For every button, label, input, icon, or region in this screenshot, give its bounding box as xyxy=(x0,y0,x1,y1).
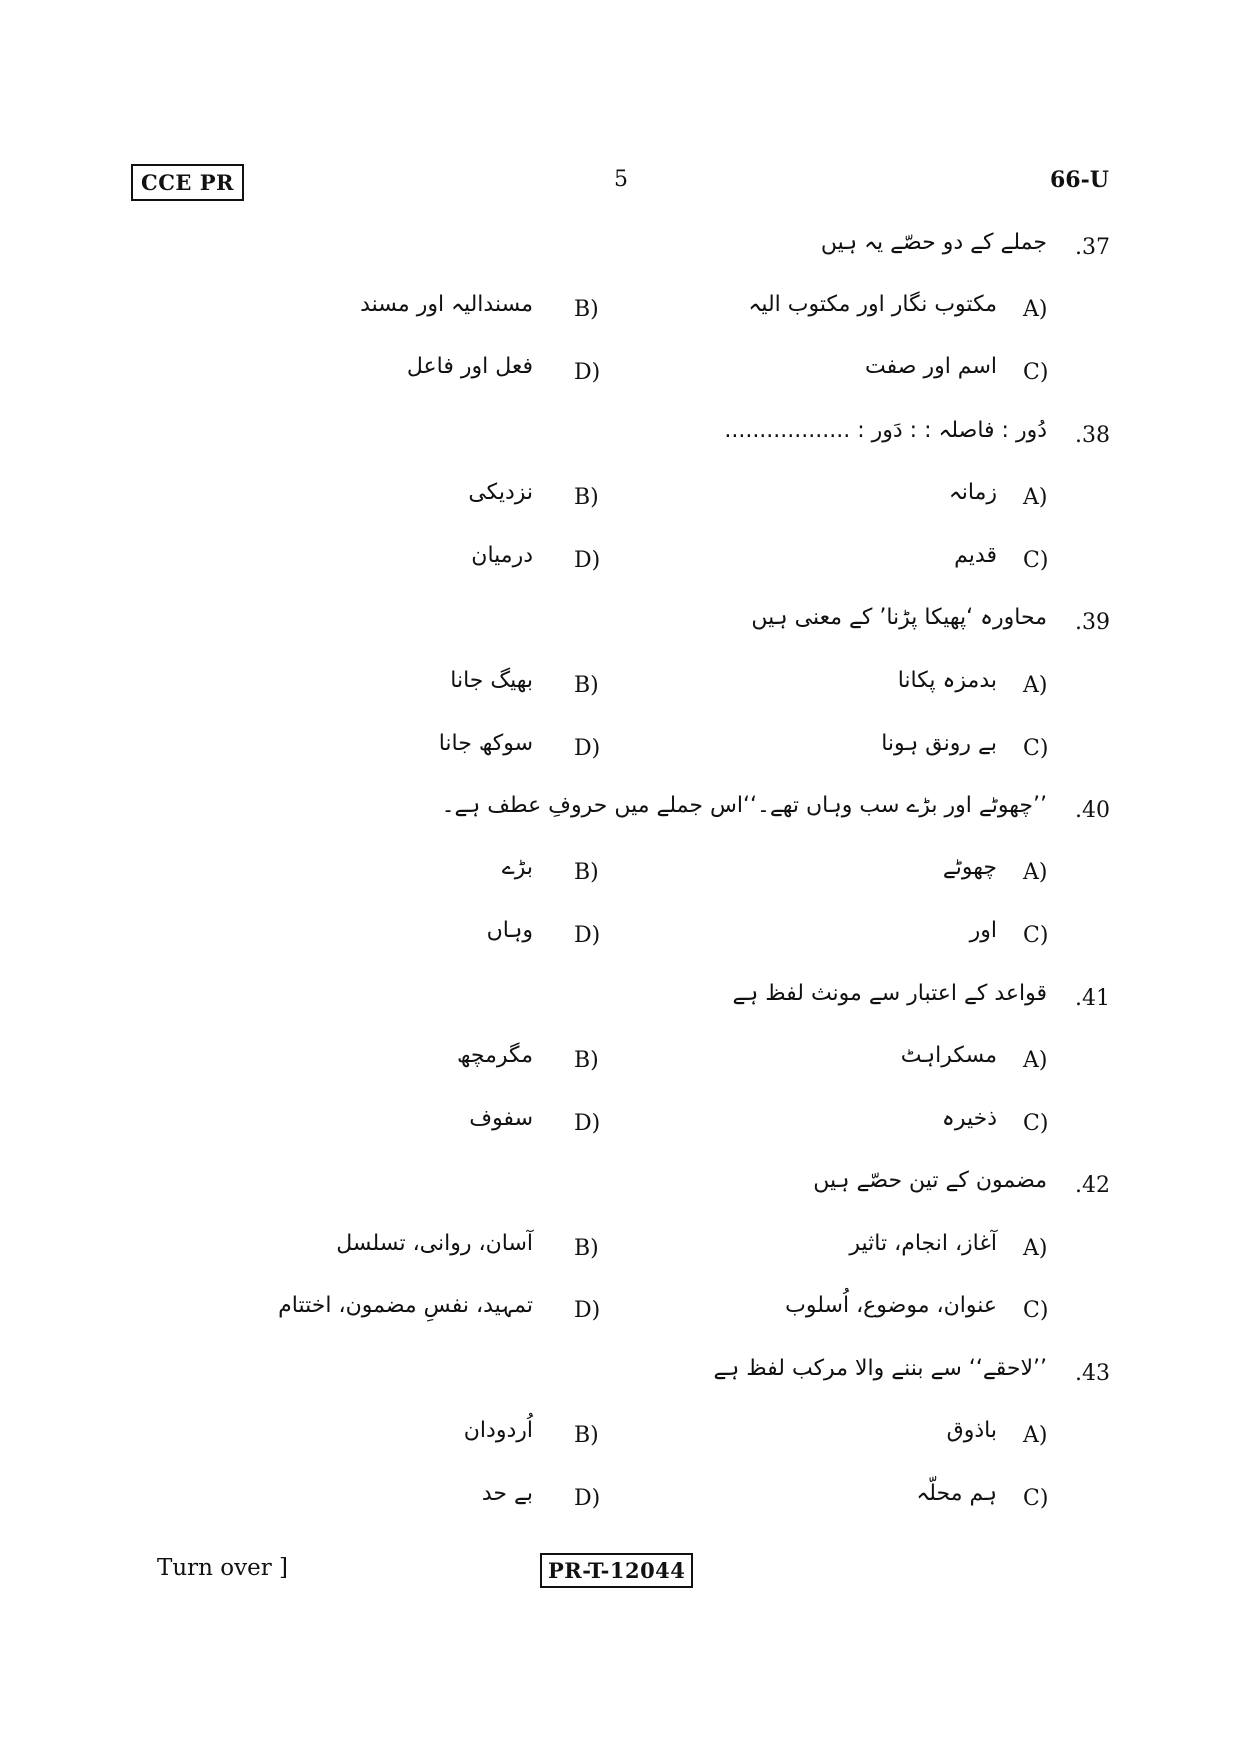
option-a-letter: A) xyxy=(1023,1236,1048,1261)
question-text: ’’لاحقے‘‘ سے بننے والا مرکب لفظ ہے xyxy=(713,1356,1047,1381)
option-a-text: بدمزہ پکانا xyxy=(897,668,997,693)
question-number: .41 xyxy=(1075,986,1110,1011)
option-c-letter: C) xyxy=(1023,548,1049,573)
option-c-text: عنوان، موضوع، اُسلوب xyxy=(785,1293,997,1318)
option-d-letter: D) xyxy=(574,736,601,761)
option-a-letter: A) xyxy=(1023,860,1048,885)
option-c-letter: C) xyxy=(1023,923,1049,948)
option-b-letter: B) xyxy=(574,1048,599,1073)
option-a-letter: A) xyxy=(1023,1048,1048,1073)
option-c-letter: C) xyxy=(1023,1298,1049,1323)
option-c-letter: C) xyxy=(1023,1111,1049,1136)
option-a-letter: A) xyxy=(1023,673,1048,698)
option-b-text: مسندالیہ اور مسند xyxy=(360,292,533,317)
option-a-text: چھوٹے xyxy=(942,855,997,880)
question-number: .42 xyxy=(1075,1173,1110,1198)
option-b-letter: B) xyxy=(574,860,599,885)
option-c-text: اسم اور صفت xyxy=(865,354,997,379)
option-d-text: سوکھ جانا xyxy=(438,731,533,756)
option-c-text: قدیم xyxy=(954,543,997,568)
option-a-text: آغاز، انجام، تاثیر xyxy=(849,1231,997,1256)
option-d-letter: D) xyxy=(574,1111,601,1136)
option-b-text: آسان، روانی، تسلسل xyxy=(336,1231,533,1256)
paper-code: 66-U xyxy=(1050,167,1109,193)
option-d-text: درمیان xyxy=(471,543,533,568)
question-text: جملے کے دو حصّے یہ ہیں xyxy=(820,230,1047,255)
paper-series-box: CCE PR xyxy=(131,164,244,201)
question-text: مضمون کے تین حصّے ہیں xyxy=(813,1168,1047,1193)
option-d-letter: D) xyxy=(574,1298,601,1323)
option-c-text: بے رونق ہونا xyxy=(881,731,997,756)
turn-over-note: Turn over ] xyxy=(157,1555,289,1581)
option-b-letter: B) xyxy=(574,297,599,322)
option-d-text: بے حد xyxy=(481,1481,533,1506)
option-a-text: باذوق xyxy=(946,1418,997,1443)
option-b-letter: B) xyxy=(574,1236,599,1261)
option-d-letter: D) xyxy=(574,360,601,385)
option-a-letter: A) xyxy=(1023,1423,1048,1448)
option-a-text: مسکراہٹ xyxy=(900,1043,997,1068)
option-b-text: بھیگ جانا xyxy=(450,668,533,693)
option-d-letter: D) xyxy=(574,548,601,573)
option-d-letter: D) xyxy=(574,1486,601,1511)
option-c-text: ہم محلّہ xyxy=(916,1481,997,1506)
option-c-letter: C) xyxy=(1023,736,1049,761)
option-b-text: مگرمچھ xyxy=(457,1043,533,1068)
question-number: .39 xyxy=(1075,610,1110,635)
option-c-letter: C) xyxy=(1023,360,1049,385)
option-b-letter: B) xyxy=(574,1423,599,1448)
option-d-text: سفوف xyxy=(469,1106,533,1131)
option-b-text: اُردودان xyxy=(463,1418,533,1443)
question-text: قواعد کے اعتبار سے مونث لفظ ہے xyxy=(732,981,1047,1006)
option-b-text: بڑے xyxy=(501,855,533,880)
option-a-letter: A) xyxy=(1023,297,1048,322)
option-a-letter: A) xyxy=(1023,485,1048,510)
option-c-letter: C) xyxy=(1023,1486,1049,1511)
option-d-letter: D) xyxy=(574,923,601,948)
question-number: .37 xyxy=(1075,235,1110,260)
question-text: محاورہ ‘پھیکا پڑنا’ کے معنی ہیں xyxy=(751,605,1047,630)
question-text: ’’چھوٹے اور بڑے سب وہاں تھے۔‘‘اس جملے میں حروفِ عطف ہے۔ xyxy=(441,793,1047,818)
option-a-text: زمانہ xyxy=(948,480,997,505)
question-paper-code-box: PR-T-12044 xyxy=(540,1553,693,1588)
option-c-text: ذخیرہ xyxy=(941,1106,997,1131)
option-a-text: مکتوب نگار اور مکتوب الیہ xyxy=(748,292,997,317)
question-number: .40 xyxy=(1075,798,1110,823)
option-b-letter: B) xyxy=(574,673,599,698)
option-b-letter: B) xyxy=(574,485,599,510)
question-number: .43 xyxy=(1075,1361,1110,1386)
question-text: دُور : فاصلہ : : دَور : .................. xyxy=(724,418,1047,443)
option-d-text: فعل اور فاعل xyxy=(406,354,533,379)
option-d-text: تمہید، نفسِ مضمون، اختتام xyxy=(278,1293,533,1318)
option-b-text: نزدیکی xyxy=(468,480,533,505)
question-number: .38 xyxy=(1075,423,1110,448)
option-d-text: وہاں xyxy=(486,918,533,943)
option-c-text: اور xyxy=(969,918,997,943)
page-number: 5 xyxy=(614,167,628,192)
